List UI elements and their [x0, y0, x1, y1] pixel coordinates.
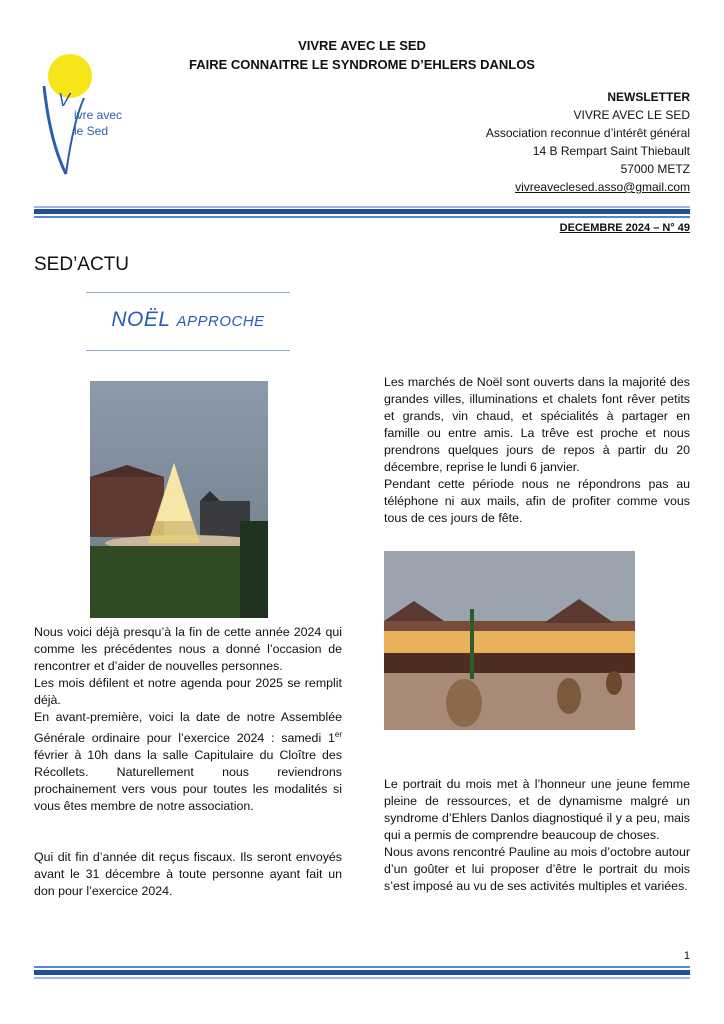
newsletter-org: VIVRE AVEC LE SED: [573, 108, 690, 122]
footer-rule-thin: [34, 966, 690, 968]
newsletter-status: Association reconnue d’intérêt général: [485, 126, 690, 140]
section-title: SED’ACTU: [34, 254, 130, 275]
christmas-tree-photo: [90, 381, 268, 618]
page-number: 1: [683, 950, 690, 962]
header-rule-thick: [34, 209, 690, 214]
newsletter-label: NEWSLETTER: [607, 90, 690, 104]
left-paragraph-3-sup: er: [334, 730, 342, 739]
header-title-line1: VIVRE AVEC LE SED: [298, 38, 426, 53]
article-title: [86, 308, 290, 332]
left-paragraph-4: Qui dit fin d’année dit reçus fiscaux. Ils seront envoyés avant le 31 décembre à toute personne ayant fait un don pour l’exercice 2024.: [34, 850, 342, 899]
right-paragraph-2: Pendant cette période nous ne répondrons pas au téléphone ni aux mails, afin de profiter comme vous tous de ces jours de fête.: [384, 477, 690, 525]
article-title-word1: NOËL: [111, 308, 171, 331]
newsletter-block: [486, 88, 690, 196]
right-column-bottom: [384, 776, 690, 895]
newsletter-address: 14 B Rempart Saint Thiebault: [532, 144, 690, 158]
association-logo: [34, 44, 144, 184]
christmas-market-photo: [384, 551, 635, 730]
newsletter-city: 57000 METZ: [620, 162, 690, 176]
right-paragraph-1: Les marchés de Noël sont ouverts dans la majorité des grandes villes, illuminations et chalets font rêver petits et grands, vin chaud, et spécialités à partager en famille ou entre amis. La trêve est proche et nous prendrons quelques jours de repos à partir du 20 décembre, reprise le lundi 6 janvier.: [384, 375, 690, 474]
left-paragraph-1: Nous voici déjà presqu’à la fin de cette année 2024 qui comme les précédentes nous a donné l’occasion de rencontrer et d’aider de nouvelles personnes.: [34, 625, 342, 673]
header-title-line2: FAIRE CONNAITRE LE SYNDROME D’EHLERS DANLOS: [189, 57, 535, 72]
footer-rule-light: [34, 977, 690, 979]
newsletter-email-link[interactable]: vivreaveclesed.asso@gmail.com: [515, 180, 690, 194]
header-rule-light: [34, 206, 690, 208]
title-rule-top: [86, 292, 290, 293]
left-paragraph-3: [34, 709, 342, 815]
left-paragraph-2: Les mois défilent et notre agenda pour 2025 se remplit déjà.: [34, 676, 342, 707]
right-column-top: [384, 374, 690, 527]
right-paragraph-3: Le portrait du mois met à l’honneur une jeune femme pleine de ressources, et de dynamisme malgré un syndrome d’Ehlers Danlos diagnostiqué il y a peu, mais qui a permis de comprendre beaucoup de choses.: [384, 777, 690, 842]
logo-initial: V: [58, 90, 71, 110]
right-paragraph-4: Nous avons rencontré Pauline au mois d’octobre autour d’un goûter et lui proposer d’être le portrait du mois s’est imposé au vu de ses activités multiples et variées.: [384, 845, 690, 893]
logo-text-line2: le Sed: [74, 124, 109, 138]
issue-number: DECEMBRE 2024 – N° 49: [559, 222, 690, 234]
left-paragraph-3a: En avant-première, voici la date de notre Assemblée Générale ordinaire pour l’exercice 2024 : samedi 1: [34, 710, 342, 746]
article-title-word2: APPROCHE: [176, 313, 265, 330]
title-rule-bottom: [86, 350, 290, 351]
header-rule-thin: [34, 216, 690, 218]
left-paragraph-3b: février à 10h dans la salle Capitulaire du Cloître des Récollets. Naturellement nous reviendrons prochainement vers vous pour toutes les modalités si vous êtes membre de notre association.: [34, 748, 342, 814]
left-column: [34, 624, 342, 900]
footer-rule-thick: [34, 970, 690, 975]
logo-text-line1: ivre avec: [74, 108, 123, 122]
